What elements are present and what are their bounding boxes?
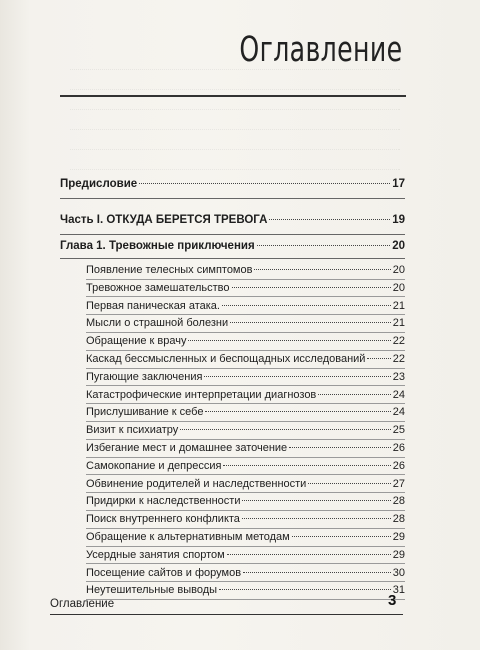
- divider: [86, 368, 405, 369]
- toc-subentry-page: 31: [392, 584, 405, 597]
- toc-subentry-label: Самокопание и депрессия: [86, 459, 222, 472]
- toc-subentry-page: 25: [392, 424, 405, 437]
- toc-subentry-label: Усердные занятия спортом: [86, 548, 225, 561]
- divider: [86, 385, 405, 386]
- toc-subentry[interactable]: [86, 478, 405, 490]
- toc-subentry[interactable]: [86, 567, 405, 579]
- leader-dots: [243, 572, 391, 573]
- toc-subentry[interactable]: [86, 406, 405, 418]
- toc-subentry-page: 21: [392, 299, 405, 312]
- divider: [86, 314, 405, 315]
- leader-dots: [308, 483, 390, 484]
- leader-dots: [222, 305, 391, 306]
- toc-entry-label: Часть I. ОТКУДА БЕРЕТСЯ ТРЕВОГА: [60, 214, 268, 226]
- toc-subentry-label: Визит к психиатру: [86, 424, 179, 437]
- divider: [86, 421, 405, 422]
- toc-subentry-label: Обращение к альтернативным методам: [86, 531, 290, 543]
- toc-entry-label: Предисловие: [60, 178, 138, 190]
- toc-subentry[interactable]: [86, 353, 405, 365]
- toc-entry-page: 20: [392, 240, 405, 252]
- toc-subentry[interactable]: [86, 300, 405, 312]
- toc-entry-label: Глава 1. Тревожные приключения: [60, 240, 255, 252]
- toc-subentry[interactable]: [86, 282, 405, 294]
- toc-subentry-page: 20: [392, 281, 405, 294]
- leader-dots: [227, 554, 391, 555]
- toc-entry-chapter1[interactable]: [60, 240, 405, 252]
- toc-subentry[interactable]: [86, 424, 405, 436]
- toc-subentry[interactable]: [86, 460, 405, 472]
- leader-dots: [242, 500, 390, 501]
- footer-page-number: 3: [388, 592, 397, 609]
- toc-subentry-label: Пугающие заключения: [86, 370, 203, 383]
- footer-rule: [50, 614, 403, 615]
- leader-dots: [269, 219, 390, 220]
- toc-subentry-label: Поиск внутреннего конфликта: [86, 513, 240, 526]
- toc-entry-part1[interactable]: [60, 214, 405, 226]
- toc-subentry-page: 30: [392, 566, 405, 579]
- toc-subentry[interactable]: [86, 584, 405, 596]
- toc-subentry-page: 21: [392, 317, 405, 330]
- leader-dots: [205, 411, 390, 412]
- toc-entry-page: 19: [392, 214, 405, 226]
- toc-subentry-label: Обвинение родителей и наследственности: [86, 477, 307, 490]
- toc-subentry[interactable]: [86, 513, 405, 525]
- toc-subentry-page: 24: [392, 388, 405, 401]
- toc-subentry[interactable]: [86, 495, 405, 507]
- toc-subentry-label: Катастрофические интерпретации диагнозов: [86, 388, 317, 401]
- toc-subentry-page: 22: [392, 335, 405, 348]
- divider: [86, 510, 405, 511]
- leader-dots: [204, 376, 390, 377]
- toc-entry-page: 17: [392, 178, 405, 190]
- divider: [86, 296, 405, 297]
- toc-subentry[interactable]: [86, 264, 405, 276]
- toc-subentry[interactable]: [86, 335, 405, 347]
- leader-dots: [223, 465, 390, 466]
- leader-dots: [232, 287, 391, 288]
- toc-subentry-page: 23: [392, 370, 405, 383]
- divider: [60, 234, 405, 235]
- toc-subentry-page: 26: [392, 442, 405, 454]
- toc-subentry[interactable]: [86, 442, 405, 454]
- toc-entry-preface[interactable]: [60, 178, 405, 190]
- divider: [86, 332, 405, 333]
- divider: [86, 457, 405, 458]
- toc-subentry-label: Появление телесных симптомов: [86, 264, 253, 276]
- leader-dots: [242, 518, 391, 519]
- divider: [86, 546, 405, 547]
- toc-subentry-label: Избегание мест и домашнее заточение: [86, 442, 288, 454]
- toc-subentry-label: Тревожное замешательство: [86, 281, 230, 294]
- divider: [86, 599, 405, 600]
- page-title: Оглавление: [238, 30, 402, 70]
- divider: [86, 492, 405, 493]
- divider: [86, 403, 405, 404]
- toc-subentry[interactable]: [86, 389, 405, 401]
- toc-subentry-label: Первая паническая атака.: [86, 299, 220, 312]
- toc-subentry-label: Придирки к наследственности: [86, 495, 241, 508]
- toc-subentry-page: 26: [392, 459, 405, 472]
- divider: [86, 350, 405, 351]
- toc-subentry-page: 28: [392, 495, 405, 508]
- divider: [86, 279, 405, 280]
- toc-subentry-label: Посещение сайтов и форумов: [86, 566, 242, 579]
- leader-dots: [289, 447, 391, 448]
- divider: [60, 258, 405, 259]
- footer-section-label: Оглавление: [50, 598, 115, 610]
- leader-dots: [254, 269, 390, 270]
- leader-dots: [139, 183, 390, 184]
- toc-subentry-page: 29: [392, 548, 405, 561]
- toc-subentry-label: Обращение к врачу: [86, 335, 187, 348]
- toc-subentry-page: 28: [392, 513, 405, 526]
- divider: [86, 563, 405, 564]
- divider: [60, 198, 405, 199]
- toc-subentry[interactable]: [86, 549, 405, 561]
- toc-subentry[interactable]: [86, 371, 405, 383]
- toc-subentry-page: 27: [392, 477, 405, 490]
- toc-subentry-label: Каскад бессмысленных и беспощадных исследований: [86, 353, 366, 365]
- divider: [86, 581, 405, 582]
- divider: [86, 528, 405, 529]
- toc-subentry-page: 29: [392, 531, 405, 543]
- divider: [86, 439, 405, 440]
- leader-dots: [219, 589, 391, 590]
- toc-subentry-label: Мысли о страшной болезни: [86, 317, 229, 330]
- divider: [86, 474, 405, 475]
- leader-dots: [180, 429, 390, 430]
- toc-subentry[interactable]: [86, 317, 405, 329]
- toc-subentry-page: 20: [392, 264, 405, 276]
- leader-dots: [292, 536, 391, 537]
- leader-dots: [318, 394, 390, 395]
- toc-subentry-label: Прислушивание к себе: [86, 406, 204, 419]
- toc-subentry[interactable]: [86, 531, 405, 543]
- leader-dots: [230, 322, 391, 323]
- leader-dots: [257, 245, 391, 246]
- toc-subentry-page: 22: [392, 353, 405, 365]
- title-underline: [60, 95, 406, 97]
- leader-dots: [188, 340, 390, 341]
- leader-dots: [367, 358, 390, 359]
- toc-subentry-page: 24: [392, 406, 405, 419]
- toc-subentry-label: Неутешительные выводы: [86, 584, 218, 597]
